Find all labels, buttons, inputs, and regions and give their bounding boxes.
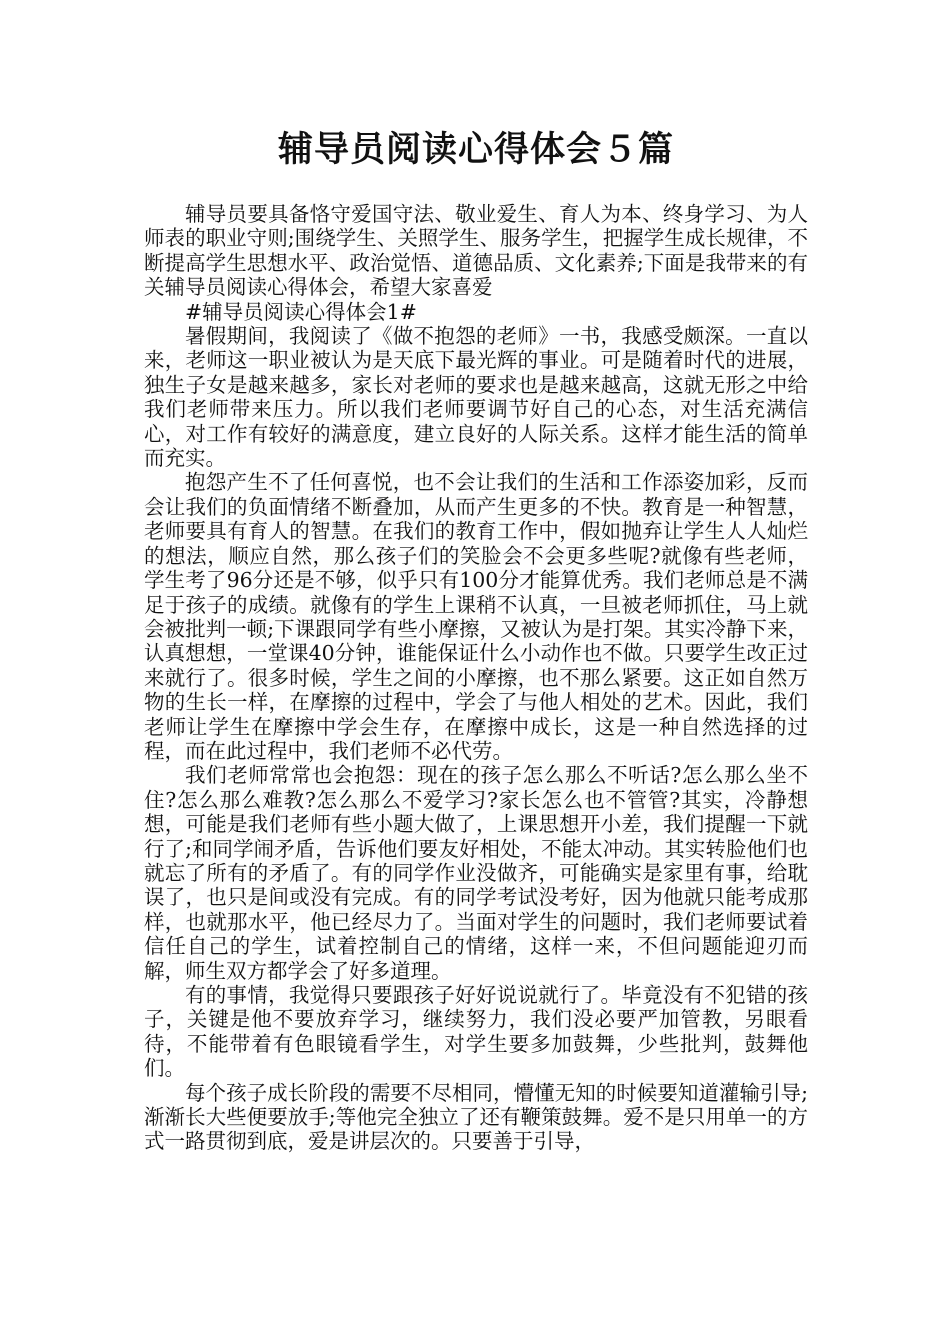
body-paragraph: 有的事情，我觉得只要跟孩子好好说说就行了。毕竟没有不犯错的孩子，关键是他不要放弃学习，继续努力，我们没必要严加管教，另眼看待，不能带着有色眼镜看学生，对学生要多加鼓舞，少些批判，鼓舞他们。 <box>144 983 808 1081</box>
body-paragraph: 暑假期间，我阅读了《做不抱怨的老师》一书，我感受颇深。一直以来，老师这一职业被认为是天底下最光辉的事业。可是随着时代的进展，独生子女是越来越多，家长对老师的要求也是越来越高，这就无形之中给我们老师带来压力。所以我们老师要调节好自己的心态，对生活充满信心，对工作有较好的满意度，建立良好的人际关系。这样才能生活的简单而充实。 <box>144 324 808 471</box>
body-paragraph: 每个孩子成长阶段的需要不尽相同，懵懂无知的时候要知道灌输引导;渐渐长大些便要放手;等他完全独立了还有鞭策鼓舞。爱不是只用单一的方式一路贯彻到底，爱是讲层次的。只要善于引导， <box>144 1080 808 1154</box>
body-paragraph: 我们老师常常也会抱怨：现在的孩子怎么那么不听话?怎么那么坐不住?怎么那么难教?怎么那么不爱学习?家长怎么也不管管?其实，冷静想想，可能是我们老师有些小题大做了，上课思想开小差，我们提醒一下就行了;和同学闹矛盾，告诉他们要友好相处，不能太冲动。其实转脸他们也就忘了所有的矛盾了。有的同学作业没做齐，可能确实是家里有事，给耽误了，也只是间或没有完成。有的同学考试没考好，因为他就只能考成那样，也就那水平，他已经尽力了。当面对学生的问题时，我们老师要试着信任自己的学生，试着控制自己的情绪，这样一来，不但问题能迎刃而解，师生双方都学会了好多道理。 <box>144 763 808 983</box>
body-paragraph: 抱怨产生不了任何喜悦，也不会让我们的生活和工作添姿加彩，反而会让我们的负面情绪不断叠加，从而产生更多的不快。教育是一种智慧，老师要具有育人的智慧。在我们的教育工作中，假如抛弃让学生人人灿烂的想法，顺应自然，那么孩子们的笑脸会不会更多些呢?就像有些老师，学生考了96分还是不够，似乎只有100分才能算优秀。我们老师总是不满足于孩子的成绩。就像有的学生上课稍不认真，一旦被老师抓住，马上就会被批判一顿;下课跟同学有些小摩擦，又被认为是打架。其实冷静下来，认真想想，一堂课40分钟，谁能保证什么小动作也不做。只要学生改正过来就行了。很多时候，学生之间的小摩擦，也不那么紧要。这正如自然万物的生长一样，在摩擦的过程中，学会了与他人相处的艺术。因此，我们老师让学生在摩擦中学会生存，在摩擦中成长，这是一种自然选择的过程，而在此过程中，我们老师不必代劳。 <box>144 470 808 763</box>
intro-paragraph: 辅导员要具备恪守爱国守法、敬业爱生、育人为本、终身学习、为人师表的职业守则;围绕学生、关照学生、服务学生，把握学生成长规律，不断提高学生思想水平、政治觉悟、道德品质、文化素养;下面是我带来的有关辅导员阅读心得体会，希望大家喜爱 <box>144 202 808 300</box>
section-heading: #辅导员阅读心得体会1# <box>185 299 417 324</box>
document-title: 辅导员阅读心得体会５篇 <box>277 130 674 170</box>
document-body <box>144 202 808 1154</box>
document-page <box>144 120 808 1154</box>
